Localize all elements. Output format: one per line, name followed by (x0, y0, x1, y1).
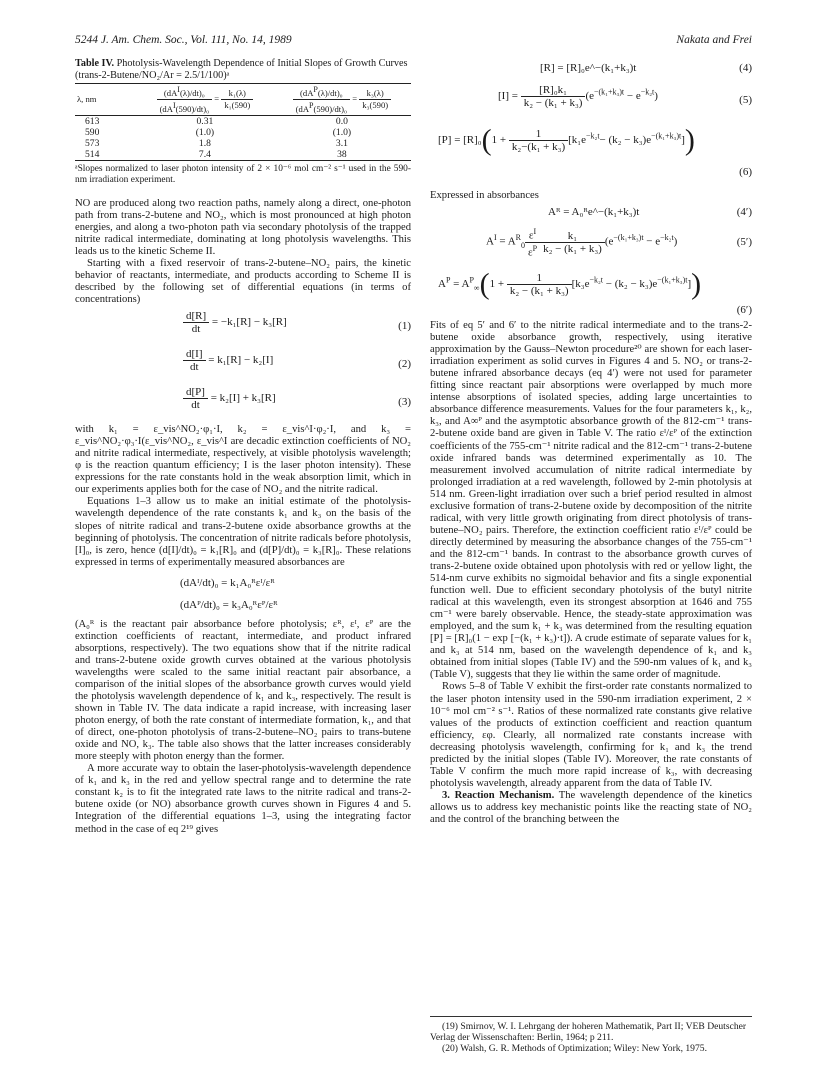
equation-number: (6) (739, 166, 752, 178)
equation-4-prime: Aᴿ = A₀ᴿe^−(k₁+k₃)t (548, 206, 640, 219)
paragraph: Starting with a fixed reservoir of trans-2-butene–NO₂ pairs, the kinetic behavior of reactants, intermediate, and products according to Scheme II is described by the following set of differential equations (in terms of concentrations) (75, 257, 411, 306)
reference-20: (20) Walsh, G. R. Methods of Optimization; Wiley: New York, 1975. (442, 1043, 707, 1055)
equation-number: (5) (739, 94, 752, 106)
paragraph: Rows 5–8 of Table V exhibit the first-order rate constants normalized to the laser photon intensity used in the 590-nm irradiation experiment, 2 × 10⁻⁶ mol cm⁻² s⁻¹. Ratios of these normalized rate constants give relative values of the products of extinction coefficient and reaction quantum efficiency, εφ. Clearly, all normalized rate constants increase with decreasing photolysis wavelength, confirming for k₁ and k₃ the trend predicted by the initial slopes (Table IV). Moreover, the rate constants of Table V confirm the much more rapid increase of k₃, with decreasing photolysis wavelength, already apparent from the data of Table IV. (430, 681, 752, 789)
table-row: 590 (1.0) (1.0) (85, 126, 352, 138)
author-header: Nakata and Frei (676, 34, 752, 46)
paragraph: 3. Reaction Mechanism. The wavelength dependence of the kinetics allows us to address key mechanistic points like the reacting state of NO₂ and the control of the branching between the (430, 789, 752, 825)
paragraph: A more accurate way to obtain the laser-photolysis-wavelength dependence of k₁ and k₃ in the red and yellow spectral range and to determine the rate constant k₂ is to fit the integrated rate laws to the nitrite radical and trans-2-butene oxide (or NO) absorbance growth curves shown in Figures 4 and 5. Integration of the differential equations 1–3, using the integrating factor method in the case of eq 2¹⁹ gives (75, 763, 411, 835)
equation-slope-p: (dAᴾ/dt)₀ = k₃A₀ᴿεᴾ/εᴿ (180, 598, 278, 611)
equation-number: (2) (398, 358, 411, 371)
paragraph: Fits of eq 5′ and 6′ to the nitrite radical intermediate and to the trans-2-butene oxide absorbance growth, respectively, using iterative approximation by the Gauss–Newton procedure²⁰ are shown for each laser-irradiation experiment as solid curves in Figures 4 and 5. NO₂ or trans-2-butene infrared absorbance decays (eq 4′) were not used for parameter fitting since reactant pair absorptions were overlapped by much more intense absorptions of isolated species, adding large uncertainties to absorbance difference measurements. Values for the four parameters k₁, k₂, k₃, and A∞ᴾ and the asymptotic absorbance growth of the 812-cm⁻¹ trans-2-butene oxide band are given in Table V. The ratio εᴵ/εᴾ of the extinction coefficients of the 755-cm⁻¹ nitrite radical and the 812-cm⁻¹ trans-2-butene oxide infrared bands was determined experimentally as 10. The measurement involved accumulation of nitrite radical intermediate by prolonged irradiation at a red wavelength, followed by 2-min photolysis at 514 nm. Green-light irradiation over such a brief period resulted in almost exclusive formation of trans-2-butene oxide by decomposition of the nitrite radical, with very little growth originating from direct photolysis of trans-butene–NO₂ pairs. Therefore, the extinction coefficient ratio εᴵ/εᴾ could be directly determined by measuring the absorbance changes of the 755-cm⁻¹ and the 812-cm⁻¹ bands. In contrast to the absorbance growth curves of trans-2-butene oxide obtained upon photolysis with red or yellow light, the 514-nm curve exhibits no sigmoidal behavior and fits a single exponential function well. Due to efficient secondary photolysis of the butyl nitrite radical at this wavelength, even its strongest absorption at 1646 and 755 cm⁻¹ were barely observable. Hence, the steady-state approximation was employed, and the sum k₁ + k₃ was determined from the resulting equation [P] = [R]₀(1 − exp [−(k₁ + k₃)·t]). A crude estimate of separate values for k₁ and k₃ at 514 nm, based on the wavelength dependence of k₁ and k₃ obtained from initial slopes (Table IV) and the 590-nm values of k₁ and k₃ (Table V), suggests that they lie within the same order of magnitude. (430, 320, 752, 681)
col-header-lambda: λ, nm (75, 84, 137, 116)
reference-divider (430, 1016, 752, 1017)
table-footnote: ᵃSlopes normalized to laser photon intensity of 2 × 10⁻⁶ mol cm⁻² s⁻¹ used in the 590-nm irradiation experiment. (75, 163, 411, 185)
equation-number: (5′) (736, 236, 752, 249)
equation-number: (4) (739, 62, 752, 74)
table-header-row (75, 84, 411, 116)
equation-number: (6′) (736, 304, 752, 317)
equations-1-3 (75, 306, 411, 424)
table-row: 573 1.8 3.1 (85, 137, 348, 149)
equation-number: (1) (398, 320, 411, 333)
paragraph: Expressed in absorbances (430, 190, 539, 201)
paragraph: with k₁ = ε_vis^NO₂·φ₁·I, k₂ = ε_vis^I·φ₂·I, and k₃ = ε_vis^NO₂·φ₃·I(ε_vis^NO₂, ε_vis^I are decadic extinction coefficients of NO₂ and nitrite radical intermediate, respectively, at visible photolysis wavelength; φ is the reaction quantum efficiency; I is the laser photon intensity). These expressions for the rate constants hold in the weak absorption limit, which in our experiments applies both for the case of NO₂ and the nitrite radical. (75, 424, 411, 496)
equation-5-prime: $A^I = A^R_0$ $\frac{\varepsilon^I}{\varepsilon^P}$ $\frac{\text{k₁}}{\text{k₂ − (k₁ + k₃)}}$ $(e^{-(k_1+k_3)t} - e^{-k_2t})$ (486, 227, 678, 259)
paragraph: NO are produced along two reaction paths, namely along a direct, one-photon path from trans-2-butene and NO₂, which is most pronounced at high photon energies, and along a two-photon path via secondary photolysis of the trapped nitrite radical intermediate, dominating at long photolysis wavelengths. This leads us to the kinetic Scheme II. (75, 197, 411, 257)
equation-number: (4′) (736, 206, 752, 219)
table-caption (75, 58, 411, 81)
equation-2: $\frac{d[I]}{dt}$ = k₁[R] − k₂[I] (183, 348, 273, 373)
running-header: 5244 J. Am. Chem. Soc., Vol. 111, No. 14, 1989 (75, 34, 292, 46)
absorbance-equations (430, 202, 752, 320)
paragraph: (A₀ᴿ is the reactant pair absorbance before photolysis; εᴿ, εᴵ, εᴾ are the extinction coefficients of reactant, intermediate, and product infrared absorptions, respectively). The two equations show that if the nitrite radical and trans-2-butene oxide growth curves obtained at the various photolysis wavelengths were scaled to the same initial reactant pair absorbance, a comparison of the initial slopes of the absorbance growth curves would yield the photolysis wavelength dependence of k₁ and k₃, respectively. The result is shown in Table IV. The data indicate a rapid increase, with increasing laser photon energy, of both the rate constant of intermediate formation, k₁, and that of direct, one-photon photolysis of trans-2-butene–NO₂ pairs to trans-butene oxide and NO, k₃. The table also shows that the latter increases considerably more steeply with photon energy than the former. (75, 618, 411, 763)
right-column (430, 58, 752, 826)
col-header-k1: $\frac{(dA^I(\lambda)/dt)_0}{(dA^I(590)/dt)_0}$ = $\frac{\text{k₁(λ)}}{\text{k₁(590)}}$ (137, 84, 273, 116)
paragraph: Equations 1–3 allow us to make an initial estimate of the photolysis-wavelength dependence of the rate constants k₁ and k₃ on the basis of the slopes of nitrite radical and trans-2-butene oxide absorbance growths at the beginning of photolysis. The concentration of nitrite radicals before photolysis, [I]₀, is zero, hence (d[I]/dt)₀ = k₁[R]₀ and (d[P]/dt)₀ = k₃[R]₀. These relations expressed in terms of experimentally measured absorbances are (75, 496, 411, 568)
table-caption-text: Photolysis-Wavelength Dependence of Initial Slopes of Growth Curves (trans-2-Butene/NO₂/Ar = 2.5/1/100)ᵃ (75, 58, 408, 81)
section-heading: 3. Reaction Mechanism. (442, 789, 555, 801)
equation-3: $\frac{d[P]}{dt}$ = k₂[I] + k₃[R] (183, 386, 276, 411)
equation-slope-i: (dAᴵ/dt)₀ = k₁A₀ᴿεᴵ/εᴿ (180, 576, 275, 589)
references (430, 1021, 752, 1055)
col-header-k3: $\frac{(dA^P(\lambda)/dt)_0}{(dA^P(590)/dt)_0}$ = $\frac{\text{k₃(λ)}}{\text{k₃(590)}}$ (273, 84, 411, 116)
equation-number: (3) (398, 396, 411, 409)
equation-6-prime: $A^P = A^P_\infty(1$ + $\frac{1}{\text{k₂ − (k₁ + k₃)}}$ $[k_3e^{-k_2t} - (k_2 - k_3)e^{-(k_1+k_3)t}]$) (438, 267, 702, 301)
table-iv (75, 83, 411, 161)
equation-1: $\frac{d[R]}{dt}$ = −k₁[R] − k₃[R] (183, 310, 287, 335)
table-row: 514 7.4 38 (75, 149, 411, 161)
equation-5: [I] = $\frac{\text{[R]₀k₁}}{\text{k₂ − (k₁ + k₃)}}$ $(e^{-(k_1+k_3)t} - e^{-k_2t})$ (498, 84, 658, 110)
left-column (75, 58, 411, 836)
integrated-equations (430, 58, 752, 186)
initial-slope-equations (75, 569, 411, 619)
table-row: 613 0.31 0.0 (85, 115, 348, 127)
table-title: Table IV. (75, 58, 115, 69)
equation-4: [R] = [R]₀e^−(k₁+k₃)t (540, 62, 637, 74)
reference-19: (19) Smirnov, W. I. Lehrgang der hoheren Mathematik, Part II; VEB Deutscher Verlag der Wissenschaften: Berlin, 1964; p 211. (430, 1021, 747, 1044)
equation-6: [P] = [R]₀(1 + $\frac{1}{\text{k₂−(k₁ + k₃)}}$ $[k_1e^{-k_2t}- (k_2 - k_3)e^{-(k_1+k_3)t}]$) (438, 123, 695, 157)
